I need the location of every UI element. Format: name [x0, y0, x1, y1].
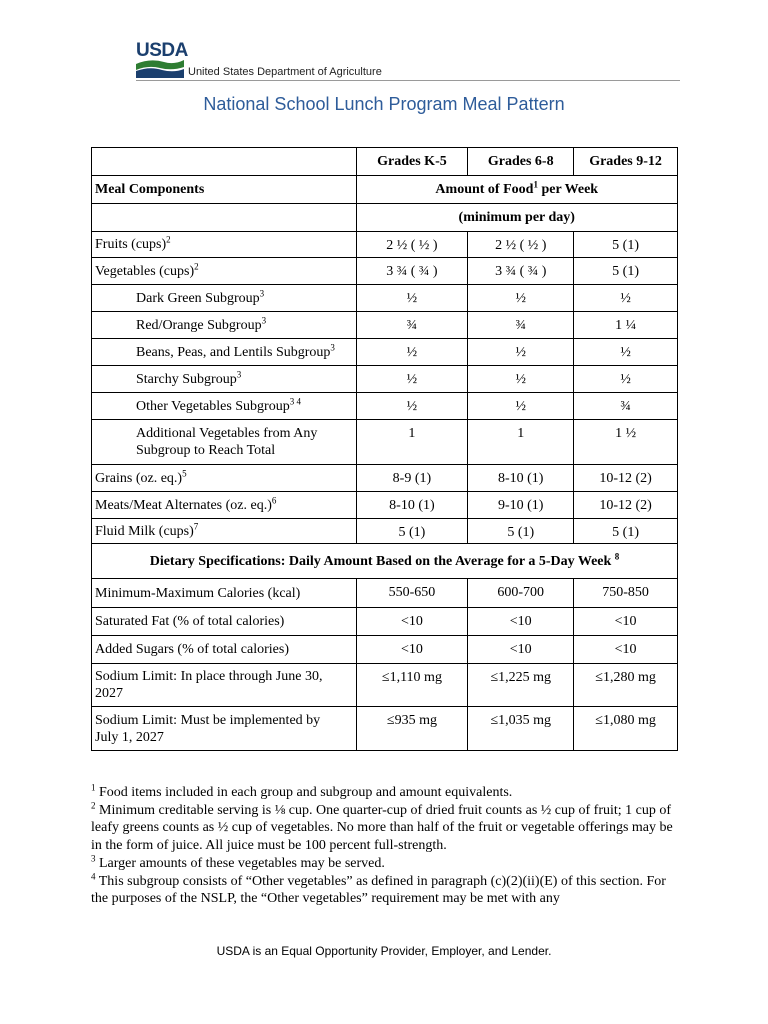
- table-row: [92, 393, 678, 420]
- component-label: Grains (oz. eq.)$^5$: [92, 465, 357, 492]
- component-label: Dark Green Subgroup$^3$: [92, 285, 357, 312]
- value-cell: <10: [356, 608, 468, 636]
- value-cell: 5 (1): [574, 258, 678, 285]
- page-title: National School Lunch Program Meal Pattern: [203, 94, 565, 114]
- table-row: [92, 232, 678, 258]
- value-cell: ¾: [574, 393, 678, 420]
- value-cell: <10: [574, 636, 678, 664]
- value-cell: ½: [574, 285, 678, 312]
- value-cell: 1: [356, 420, 468, 465]
- grade-header-k5: Grades K-5: [356, 148, 468, 176]
- component-label: Fluid Milk (cups)$^7$: [92, 519, 357, 544]
- meal-pattern-table: [91, 147, 678, 751]
- empty-cell: [92, 204, 357, 232]
- value-cell: ½: [468, 366, 574, 393]
- footnote-3: $^3$ Larger amounts of these vegetables may be served.: [91, 853, 385, 871]
- value-cell: ½: [356, 285, 468, 312]
- table-row: [92, 608, 678, 636]
- value-cell: ½: [574, 366, 678, 393]
- dietary-label: Sodium Limit: In place through June 30, 2027: [92, 664, 357, 707]
- table-row: [92, 420, 678, 465]
- page-header: [136, 42, 680, 84]
- value-cell: 5 (1): [356, 519, 468, 544]
- footnote-1: $^1$ Food items included in each group and subgroup and amount equivalents.: [91, 782, 513, 800]
- value-cell: ≤935 mg: [356, 707, 468, 751]
- table-row: [92, 636, 678, 664]
- table-row: [92, 204, 678, 232]
- value-cell: <10: [468, 608, 574, 636]
- usda-logo: [136, 40, 188, 78]
- footnotes: [91, 784, 681, 908]
- dietary-label: Added Sugars (% of total calories): [92, 636, 357, 664]
- value-cell: 5 (1): [574, 232, 678, 258]
- table-row: [92, 176, 678, 204]
- value-cell: <10: [574, 608, 678, 636]
- table-row: [92, 579, 678, 608]
- value-cell: 3 ¾ ( ¾ ): [468, 258, 574, 285]
- value-cell: 600-700: [468, 579, 574, 608]
- table-row: [92, 707, 678, 751]
- minimum-per-day-header: (minimum per day): [356, 204, 677, 232]
- page-footer: USDA is an Equal Opportunity Provider, Employer, and Lender.: [216, 944, 552, 958]
- value-cell: ≤1,080 mg: [574, 707, 678, 751]
- grade-header-9-12: Grades 9-12: [574, 148, 678, 176]
- value-cell: 3 ¾ ( ¾ ): [356, 258, 468, 285]
- component-label: Other Vegetables Subgroup$^{3 4}$: [92, 393, 357, 420]
- value-cell: 8-10 (1): [356, 492, 468, 519]
- value-cell: 2 ½ ( ½ ): [356, 232, 468, 258]
- table-row: [92, 465, 678, 492]
- agency-name: United States Department of Agriculture: [188, 66, 382, 78]
- value-cell: ½: [356, 393, 468, 420]
- table-row: [92, 519, 678, 544]
- value-cell: 2 ½ ( ½ ): [468, 232, 574, 258]
- value-cell: ≤1,280 mg: [574, 664, 678, 707]
- header-divider: [136, 80, 680, 81]
- value-cell: 5 (1): [574, 519, 678, 544]
- component-label: Red/Orange Subgroup$^3$: [92, 312, 357, 339]
- value-cell: 1 ¼: [574, 312, 678, 339]
- component-label: Fruits (cups)$^2$: [92, 232, 357, 258]
- empty-header-cell: [92, 148, 357, 176]
- meal-components-label: Meal Components: [92, 176, 357, 204]
- dietary-label: Minimum-Maximum Calories (kcal): [92, 579, 357, 608]
- value-cell: 10-12 (2): [574, 465, 678, 492]
- value-cell: ½: [574, 339, 678, 366]
- value-cell: ≤1,225 mg: [468, 664, 574, 707]
- value-cell: 10-12 (2): [574, 492, 678, 519]
- value-cell: ¾: [468, 312, 574, 339]
- dietary-label: Sodium Limit: Must be implemented by July 1, 2027: [92, 707, 357, 751]
- table-header-row: [92, 148, 678, 176]
- component-label: Beans, Peas, and Lentils Subgroup$^3$: [92, 339, 357, 366]
- value-cell: ½: [356, 339, 468, 366]
- value-cell: 1 ½: [574, 420, 678, 465]
- value-cell: ≤1,035 mg: [468, 707, 574, 751]
- component-label: Meats/Meat Alternates (oz. eq.)$^6$: [92, 492, 357, 519]
- value-cell: <10: [356, 636, 468, 664]
- value-cell: 1: [468, 420, 574, 465]
- component-label: Starchy Subgroup$^3$: [92, 366, 357, 393]
- value-cell: 5 (1): [468, 519, 574, 544]
- value-cell: 8-10 (1): [468, 465, 574, 492]
- dietary-header-row: [92, 544, 678, 579]
- value-cell: ¾: [356, 312, 468, 339]
- value-cell: ½: [356, 366, 468, 393]
- value-cell: <10: [468, 636, 574, 664]
- table-row: [92, 285, 678, 312]
- grade-header-6-8: Grades 6-8: [468, 148, 574, 176]
- amount-of-food-header: Amount of Food$^1$ per Week: [356, 176, 677, 204]
- footnote-4: $^4$ This subgroup consists of “Other vegetables” as defined in paragraph (c)(2)(ii)(E) of this section. For the purposes of the NSLP, the “Other vegetables” requirement may be met with any: [91, 870, 666, 907]
- table-row: [92, 258, 678, 285]
- value-cell: 8-9 (1): [356, 465, 468, 492]
- table-row: [92, 366, 678, 393]
- value-cell: ½: [468, 339, 574, 366]
- value-cell: 750-850: [574, 579, 678, 608]
- value-cell: ½: [468, 285, 574, 312]
- value-cell: ½: [468, 393, 574, 420]
- component-label: Vegetables (cups)$^2$: [92, 258, 357, 285]
- dietary-label: Saturated Fat (% of total calories): [92, 608, 357, 636]
- usda-logo-text: USDA: [136, 40, 188, 61]
- value-cell: ≤1,110 mg: [356, 664, 468, 707]
- dietary-specifications-header: Dietary Specifications: Daily Amount Based on the Average for a 5-Day Week $^8$: [92, 544, 678, 579]
- table-row: [92, 492, 678, 519]
- table-row: [92, 664, 678, 707]
- table-row: [92, 312, 678, 339]
- footnote-2: $^2$ Minimum creditable serving is ⅛ cup. One quarter-cup of dried fruit counts as ½ cup of fruit; 1 cup of leafy greens counts as ½ cup of vegetables. No more than half of the fruit or vegetable offerings may be in the form of juice. All juice must be 100 percent full-strength.: [91, 800, 673, 854]
- table-row: [92, 339, 678, 366]
- value-cell: 9-10 (1): [468, 492, 574, 519]
- component-label: Additional Vegetables from Any Subgroup to Reach Total: [92, 420, 357, 465]
- value-cell: 550-650: [356, 579, 468, 608]
- usda-logo-hills-icon: [136, 58, 184, 78]
